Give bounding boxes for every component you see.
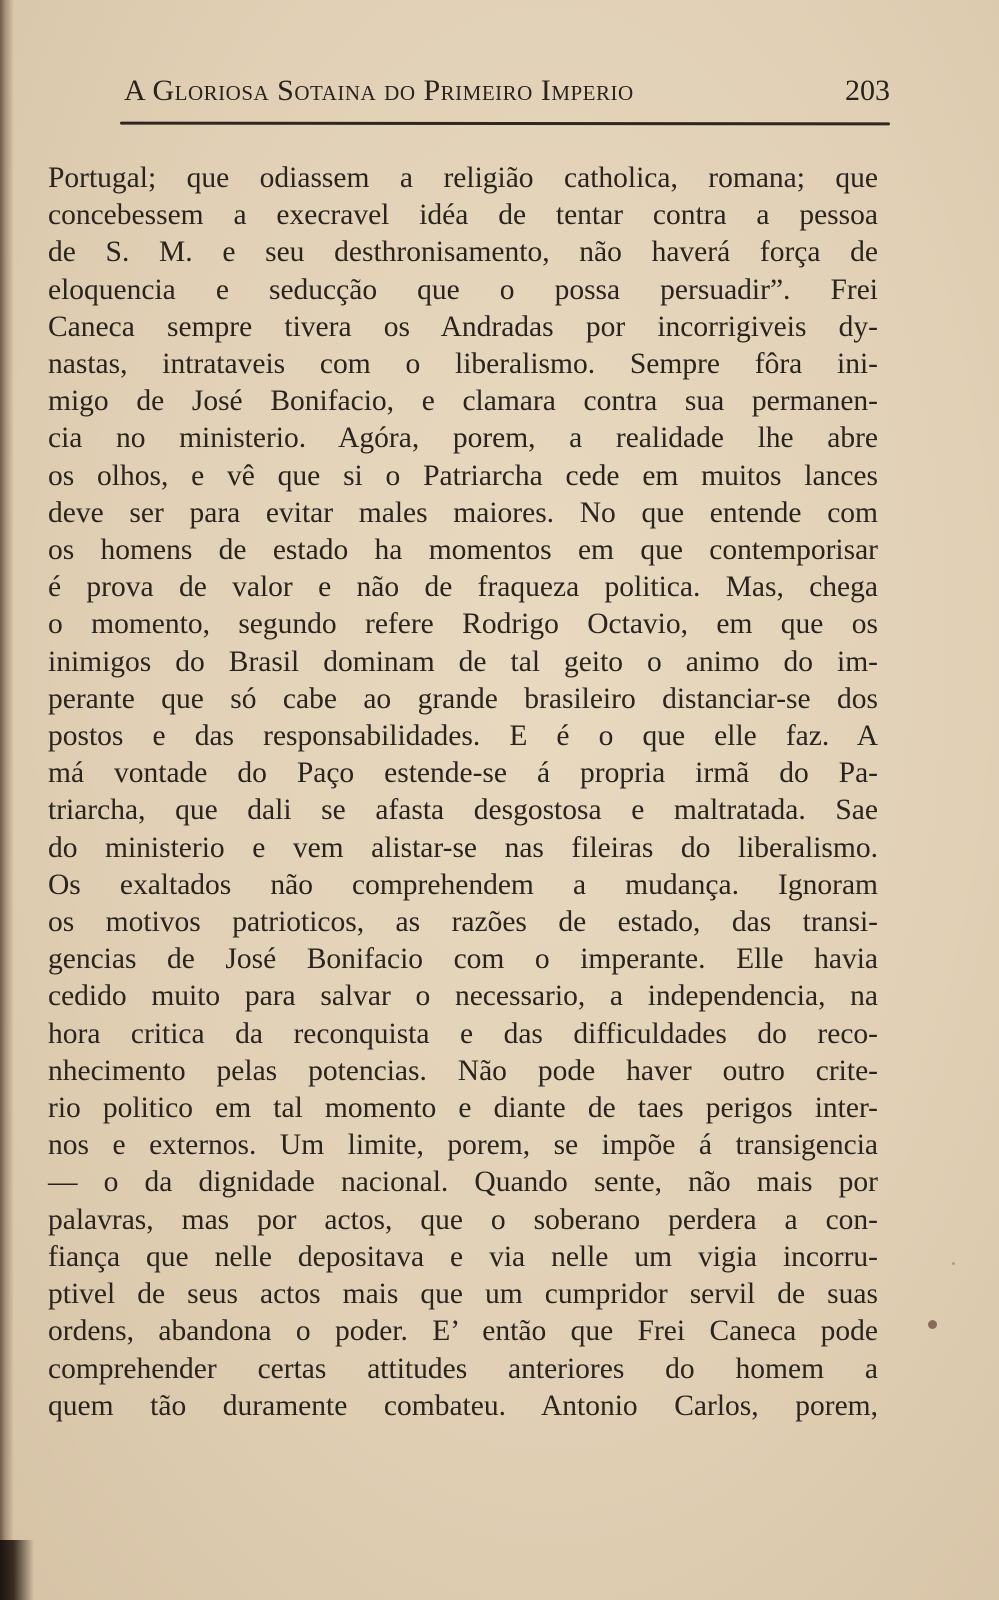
- text-line: é prova de valor e não de fraqueza politica. Mas, chega: [48, 571, 878, 604]
- spine-corner: [0, 1540, 34, 1600]
- ink-speck: [952, 1262, 955, 1265]
- text-line: palavras, mas por actos, que o soberano perdera a con-: [48, 1203, 878, 1236]
- text-line: perante que só cabe ao grande brasileiro distanciar-se dos: [48, 682, 878, 715]
- text-line: migo de José Bonifacio, e clamara contra sua permanen-: [48, 385, 878, 418]
- text-line: fiança que nelle depositava e via nelle um vigia incorru-: [48, 1240, 878, 1273]
- text-line: comprehender certas attitudes anteriores do homem a: [48, 1352, 878, 1385]
- ink-stain: [928, 1320, 937, 1329]
- text-line: rio politico em tal momento e diante de taes perigos inter-: [48, 1092, 878, 1125]
- header-rule: [120, 122, 890, 126]
- text-line: gencias de José Bonifacio com o imperante. Elle havia: [48, 943, 878, 976]
- text-line: — o da dignidade nacional. Quando sente, não mais por: [48, 1166, 878, 1199]
- body-text: [48, 160, 908, 1425]
- running-head: [124, 74, 890, 120]
- text-line: o momento, segundo refere Rodrigo Octavio, em que os: [48, 608, 878, 641]
- running-title: A Gloriosa Sotaina do Primeiro Imperio: [124, 74, 634, 107]
- text-line: cedido muito para salvar o necessario, a independencia, na: [48, 980, 878, 1013]
- text-line: concebessem a execravel idéa de tentar contra a pessoa: [48, 199, 878, 232]
- text-line: nos e externos. Um limite, porem, se impõe á transigencia: [48, 1129, 878, 1162]
- text-line: deve ser para evitar males maiores. No que entende com: [48, 496, 878, 529]
- text-line: má vontade do Paço estende-se á propria irmã do Pa-: [48, 757, 878, 790]
- text-line: os motivos patrioticos, as razões de estado, das transi-: [48, 906, 878, 939]
- text-line: nhecimento pelas potencias. Não pode haver outro crite-: [48, 1054, 878, 1087]
- text-line: nastas, intrataveis com o liberalismo. Sempre fôra ini-: [48, 348, 878, 381]
- spine-shadow: [0, 0, 14, 1600]
- text-line: de S. M. e seu desthronisamento, não haverá força de: [48, 236, 878, 269]
- text-line: do ministerio e vem alistar-se nas fileiras do liberalismo.: [48, 831, 878, 864]
- text-line: quem tão duramente combateu. Antonio Carlos, porem,: [48, 1389, 878, 1422]
- text-line: ordens, abandona o poder. E’ então que Frei Caneca pode: [48, 1315, 878, 1348]
- text-line: os homens de estado ha momentos em que contemporisar: [48, 534, 878, 567]
- text-line: eloquencia e seducção que o possa persuadir”. Frei: [48, 273, 878, 306]
- text-line: Os exaltados não comprehendem a mudança. Ignoram: [48, 868, 878, 901]
- text-line: Portugal; que odiassem a religião catholica, romana; que: [48, 162, 878, 194]
- text-line: inimigos do Brasil dominam de tal geito o animo do im-: [48, 645, 878, 678]
- page-number: 203: [845, 74, 890, 107]
- text-line: Caneca sempre tivera os Andradas por incorrigiveis dy-: [48, 310, 878, 343]
- text-line: cia no ministerio. Agóra, porem, a realidade lhe abre: [48, 422, 878, 455]
- text-line: triarcha, que dali se afasta desgostosa e maltratada. Sae: [48, 794, 878, 827]
- text-line: hora critica da reconquista e das difficuldades do reco-: [48, 1017, 878, 1050]
- text-line: postos e das responsabilidades. E é o que elle faz. A: [48, 720, 878, 753]
- text-line: os olhos, e vê que si o Patriarcha cede em muitos lances: [48, 459, 878, 492]
- text-line: ptivel de seus actos mais que um cumpridor servil de suas: [48, 1278, 878, 1311]
